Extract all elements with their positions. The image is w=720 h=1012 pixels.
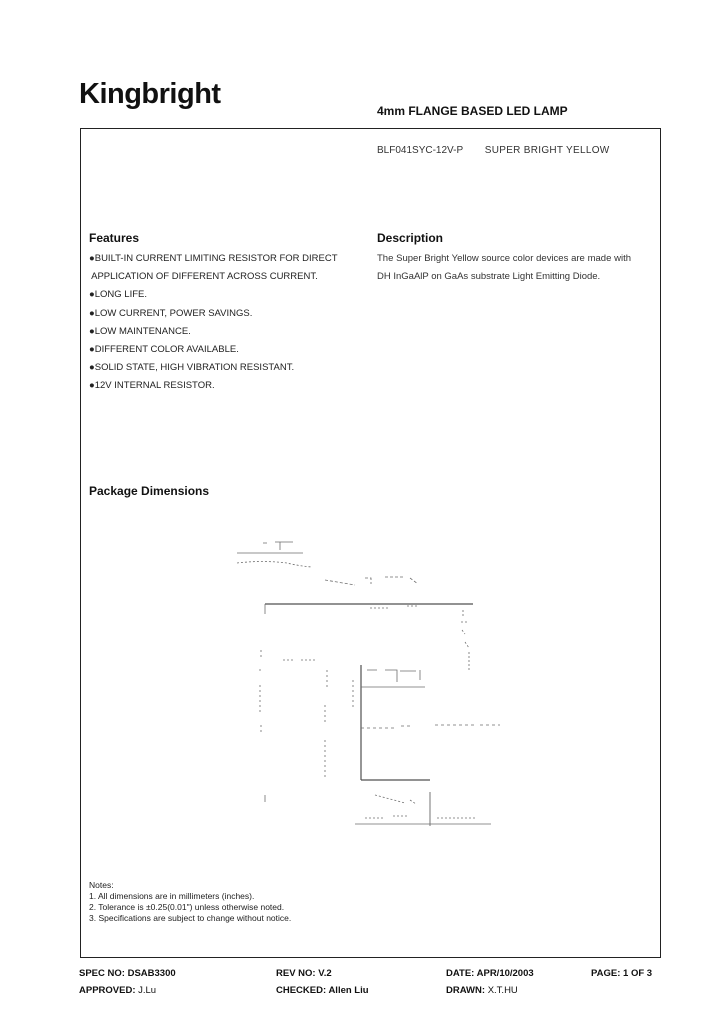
date-label: DATE: — [446, 968, 475, 979]
feature-item: ●LONG LIFE. — [89, 289, 148, 301]
checked-field — [276, 985, 369, 997]
dimension-text-mark — [325, 577, 418, 585]
dimension-text-mark — [367, 670, 420, 682]
feature-item: ●SOLID STATE, HIGH VIBRATION RESISTANT. — [89, 362, 295, 374]
note-item: 2. Tolerance is ±0.25(0.01") unless otherwise noted. — [89, 902, 285, 912]
dimension-text-mark — [370, 606, 417, 608]
feature-item: ●LOW CURRENT, POWER SAVINGS. — [89, 307, 253, 319]
feature-item: APPLICATION OF DIFFERENT ACROSS CURRENT. — [89, 271, 318, 283]
package-dimension-drawing — [225, 530, 515, 830]
date-field — [446, 968, 534, 980]
note-item: 1. All dimensions are in millimeters (inches). — [89, 891, 255, 901]
feature-item: ●BUILT-IN CURRENT LIMITING RESISTOR FOR DIRECT — [89, 253, 338, 264]
page-label: PAGE: — [591, 968, 621, 979]
spec-no-label: SPEC NO: — [79, 968, 125, 979]
brand-logo: Kingbright — [79, 78, 221, 110]
checked-value: Allen Liu — [328, 985, 369, 996]
spec-no-field — [79, 968, 176, 980]
page-value: 1 OF 3 — [623, 968, 653, 979]
dimension-line — [361, 725, 500, 728]
description-text: The Super Bright Yellow source color devices are made with DH InGaAlP on GaAs substrate Light Emitting Diode. — [377, 253, 631, 283]
spec-no-value: DSAB3300 — [127, 968, 176, 979]
part-number-line — [377, 145, 610, 157]
approved-value: J.Lu — [138, 985, 157, 996]
dimension-text-mark — [259, 650, 263, 735]
dimension-text-mark — [375, 795, 416, 804]
dimension-text-mark — [263, 542, 293, 550]
dimension-text-mark — [461, 610, 469, 670]
rev-no-field — [276, 968, 332, 980]
dimension-text-mark — [365, 816, 477, 818]
document-title: 4mm FLANGE BASED LED LAMP — [377, 104, 568, 118]
notes-block — [89, 880, 291, 924]
features-list — [89, 250, 338, 396]
dimension-text-mark — [237, 562, 312, 568]
drawn-field — [446, 985, 518, 997]
package-dimensions-heading: Package Dimensions — [89, 484, 210, 498]
rev-no-value: V.2 — [318, 968, 332, 979]
date-value: APR/10/2003 — [476, 968, 534, 979]
drawn-value: X.T.HU — [487, 985, 518, 996]
part-number: BLF041SYC-12V-P — [377, 145, 464, 156]
note-item: 3. Specifications are subject to change without notice. — [89, 913, 292, 923]
drawn-label: DRAWN: — [446, 985, 486, 996]
features-heading: Features — [89, 231, 140, 245]
description-heading: Description — [377, 231, 444, 245]
feature-item: ●12V INTERNAL RESISTOR. — [89, 380, 215, 392]
part-description: SUPER BRIGHT YELLOW — [484, 145, 610, 156]
notes-title: Notes: — [89, 880, 114, 890]
approved-field — [79, 985, 156, 997]
checked-label: CHECKED: — [276, 985, 327, 996]
rev-no-label: REV NO: — [276, 968, 316, 979]
feature-item: ●DIFFERENT COLOR AVAILABLE. — [89, 344, 239, 356]
approved-label: APPROVED: — [79, 985, 136, 996]
lead-line — [325, 670, 327, 780]
feature-item: ●LOW MAINTENANCE. — [89, 325, 191, 337]
page-field — [591, 968, 652, 980]
